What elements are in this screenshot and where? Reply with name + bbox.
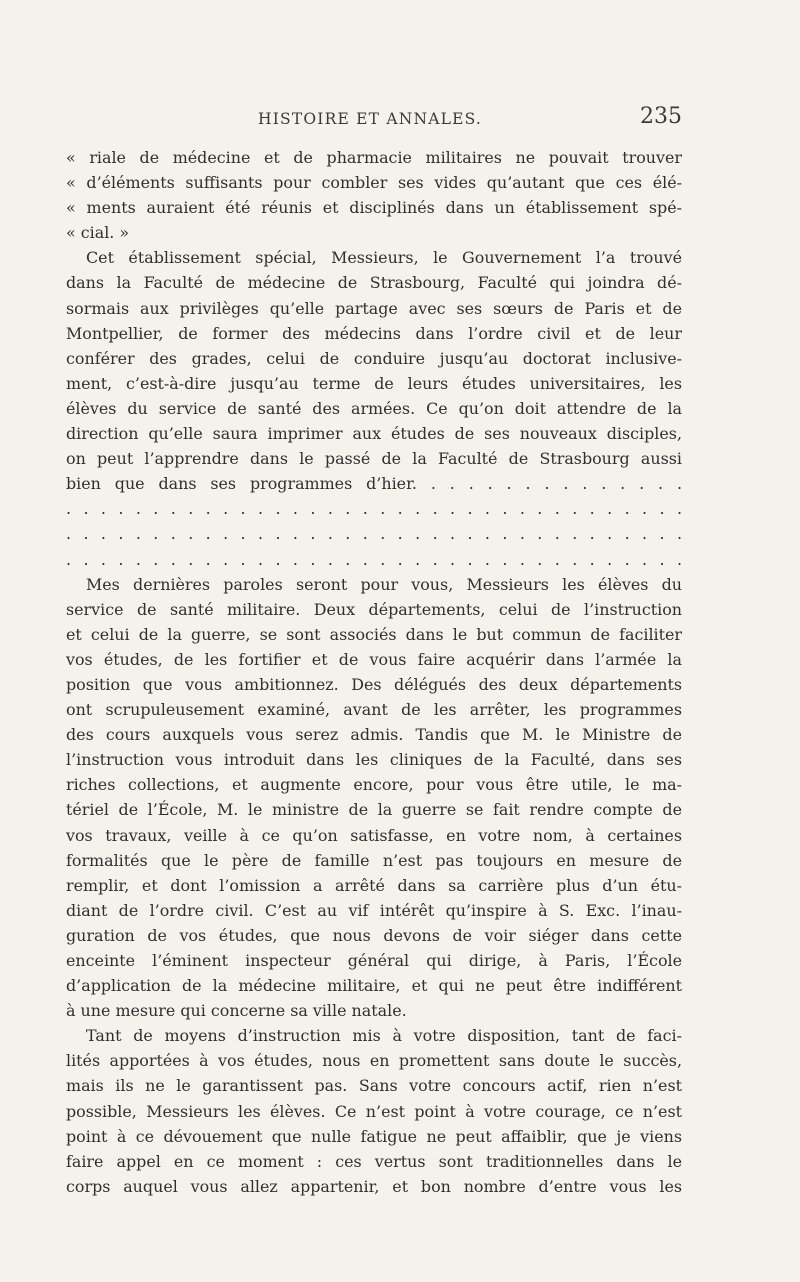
text-line: lités apportées à vos études, nous en promettent sans doute le succès, bbox=[66, 1051, 682, 1071]
running-head bbox=[66, 104, 682, 136]
text-line: point à ce dévouement que nulle fatigue ne peut affaiblir, que je viens bbox=[66, 1126, 682, 1146]
text-line: tériel de l’École, M. le ministre de la guerre se fait rendre compte de bbox=[66, 800, 682, 820]
text-line: . . . . . . . . . . . . . . . . . . . . . . . . . . . . . . . . . . . . bbox=[66, 549, 682, 569]
text-line: enceinte l’éminent inspecteur général qui dirige, à Paris, l’École bbox=[66, 951, 682, 970]
text-line: l’instruction vous introduit dans les cliniques de la Faculté, dans ses bbox=[66, 750, 682, 770]
text-line: sormais aux privilèges qu’elle partage avec ses sœurs de Paris et de bbox=[66, 298, 682, 318]
text-line: Mes dernières paroles seront pour vous, Messieurs les élèves du bbox=[86, 574, 682, 594]
text-line: « riale de médecine et de pharmacie militaires ne pouvait trouver bbox=[66, 148, 682, 167]
text-line: dans la Faculté de médecine de Strasbourg, Faculté qui joindra dé- bbox=[66, 273, 682, 293]
text-line: et celui de la guerre, se sont associés dans le but commun de faciliter bbox=[66, 624, 682, 644]
text-line: . . . . . . . . . . . . . . . . . . . . . . . . . . . . . . . . . . . . bbox=[66, 499, 682, 519]
text-line: « ments auraient été réunis et disciplinés dans un établissement spé- bbox=[66, 198, 682, 218]
text-line: Tant de moyens d’instruction mis à votre disposition, tant de faci- bbox=[86, 1026, 682, 1046]
text-line: possible, Messieurs les élèves. Ce n’est point à votre courage, ce n’est bbox=[66, 1101, 682, 1121]
text-line: des cours auxquels vous serez admis. Tandis que M. le Ministre de bbox=[66, 725, 682, 745]
text-line: remplir, et dont l’omission a arrêté dans sa carrière plus d’un étu- bbox=[66, 875, 682, 895]
text-line: « d’éléments suffisants pour combler ses vides qu’autant que ces élé- bbox=[66, 173, 682, 193]
text-line: vos études, de les fortifier et de vous faire acquérir dans l’armée la bbox=[66, 649, 682, 669]
text-line: « cial. » bbox=[66, 223, 130, 243]
text-line: . . . . . . . . . . . . . . . . . . . . . . . . . . . . . . . . . . . . bbox=[66, 524, 682, 544]
text-line: vos travaux, veille à ce qu’on satisfasse, en votre nom, à certaines bbox=[66, 825, 682, 845]
text-line: Cet établissement spécial, Messieurs, le Gouvernement l’a trouvé bbox=[86, 248, 682, 268]
text-line: on peut l’apprendre dans le passé de la Faculté de Strasbourg aussi bbox=[66, 449, 682, 469]
text-line: formalités que le père de famille n’est pas toujours en mesure de bbox=[66, 850, 682, 870]
page-number: 235 bbox=[640, 104, 682, 129]
text-line: mais ils ne le garantissent pas. Sans votre concours actif, rien n’est bbox=[66, 1076, 682, 1096]
text-line: ont scrupuleusement examiné, avant de les arrêter, les programmes bbox=[66, 700, 682, 720]
text-line: ment, c’est-à-dire jusqu’au terme de leurs études universitaires, les bbox=[66, 373, 682, 393]
running-head-title: HISTOIRE ET ANNALES. bbox=[258, 110, 483, 128]
text-line: conférer des grades, celui de conduire jusqu’au doctorat inclusive- bbox=[66, 348, 682, 368]
text-line: riches collections, et augmente encore, pour vous être utile, le ma- bbox=[66, 775, 682, 795]
text-line: service de santé militaire. Deux départements, celui de l’instruction bbox=[66, 599, 682, 619]
text-line: corps auquel vous allez appartenir, et bon nombre d’entre vous les bbox=[66, 1176, 682, 1196]
text-line: diant de l’ordre civil. C’est au vif intérêt qu’inspire à S. Exc. l’inau- bbox=[66, 900, 682, 920]
text-line: bien que dans ses programmes d’hier. . . . . . . . . . . . . . . bbox=[66, 474, 682, 494]
text-line: direction qu’elle saura imprimer aux études de ses nouveaux disciples, bbox=[66, 424, 682, 444]
text-line: élèves du service de santé des armées. Ce qu’on doit attendre de la bbox=[66, 398, 682, 418]
text-line: d’application de la médecine militaire, et qui ne peut être indifférent bbox=[66, 976, 682, 996]
text-line: à une mesure qui concerne sa ville natale. bbox=[66, 1001, 407, 1021]
text-line: faire appel en ce moment : ces vertus sont traditionnelles dans le bbox=[66, 1151, 682, 1171]
body-text bbox=[66, 145, 682, 1199]
text-line: position que vous ambitionnez. Des délégués des deux départements bbox=[66, 674, 682, 694]
text-line: guration de vos études, que nous devons de voir siéger dans cette bbox=[66, 925, 682, 945]
text-line: Montpellier, de former des médecins dans l’ordre civil et de leur bbox=[66, 323, 682, 343]
